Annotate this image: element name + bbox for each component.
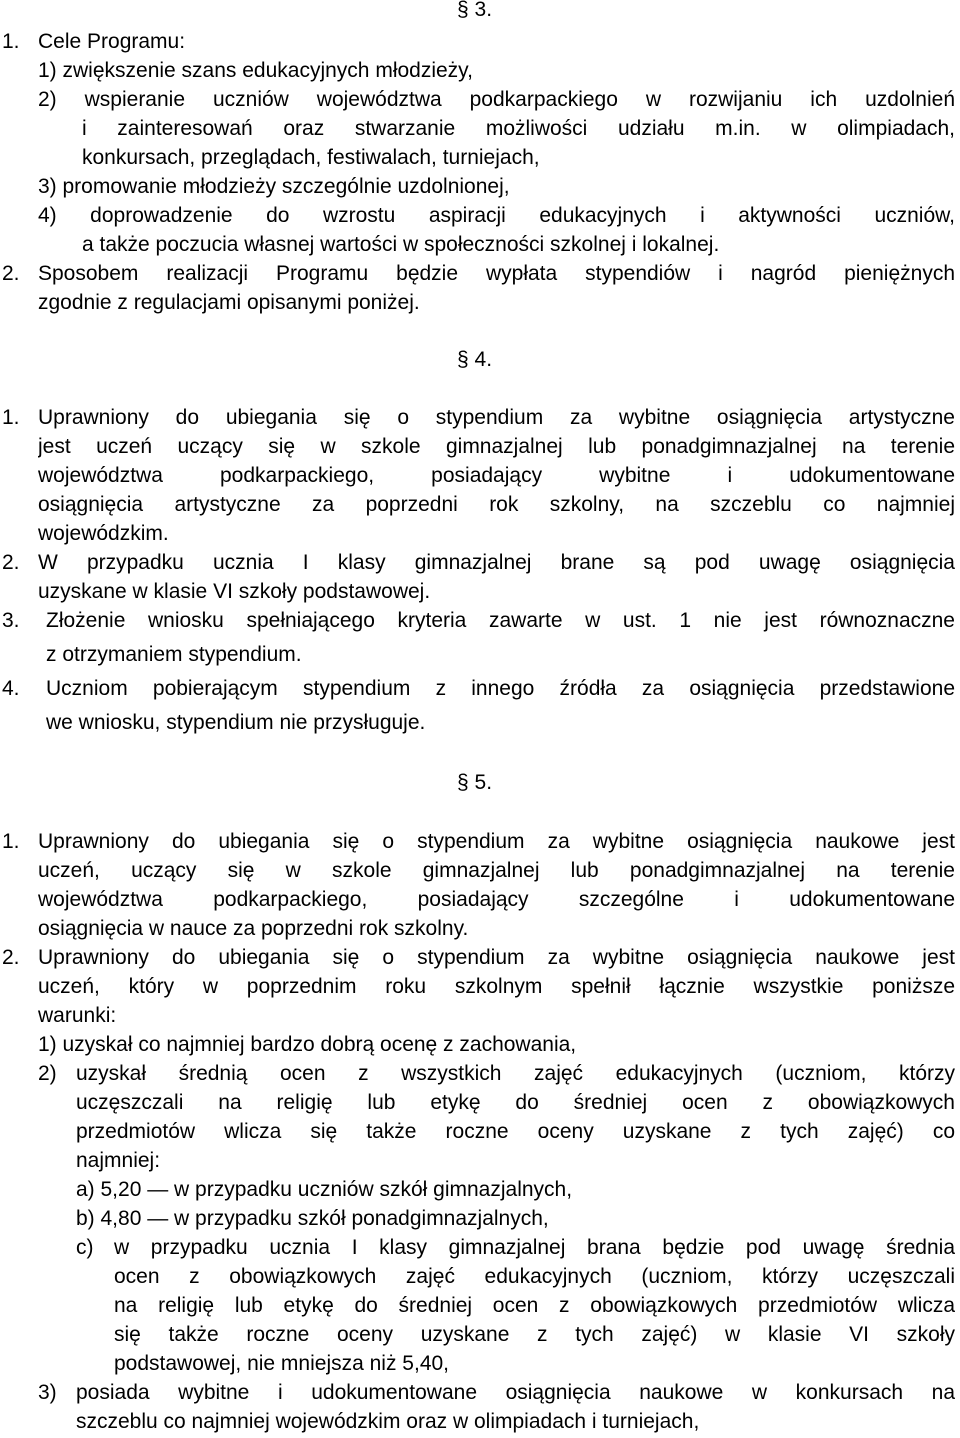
- s4-item-2-line-1: W przypadku ucznia I klasy gimnazjalnej brane są pod uwagę osiągnięcia: [38, 551, 955, 574]
- s4-item-4-line-1: Uczniom pobierającym stypendium z innego źródła za osiągnięcia przedstawione: [46, 677, 955, 700]
- s5-sub-c-line-2: ocen z obowiązkowych zajęć edukacyjnych (uczniom, którzy uczęszczali: [114, 1265, 955, 1288]
- s5-condition-2-line-3: przedmiotów wlicza się także roczne oceny uzyskane z tych zajęć) co: [76, 1120, 955, 1143]
- s5-item-2-line-2: uczeń, który w poprzednim roku szkolnym spełnił łącznie wszystkie poniższe: [38, 975, 955, 998]
- s3-goal-4-line-2: a także poczucia własnej wartości w społeczności szkolnej i lokalnej.: [82, 233, 720, 256]
- s5-item-1-line-1: Uprawniony do ubiegania się o stypendium za wybitne osiągnięcia naukowe jest: [38, 830, 955, 853]
- s3-item-2-line-2: zgodnie z regulacjami opisanymi poniżej.: [38, 291, 420, 314]
- s5-condition-3-line-2: szczeblu co najmniej wojewódzkim oraz w olimpiadach i turniejach,: [76, 1410, 700, 1433]
- s3-goal-3: 3) promowanie młodzieży szczególnie uzdolnionej,: [38, 175, 510, 198]
- s5-sub-c-line-4: się także roczne oceny uzyskane z tych zajęć) w klasie VI szkoły: [114, 1323, 955, 1346]
- section-heading-4: § 4.: [457, 348, 493, 371]
- s3-goal-4-line-1: 4) doprowadzenie do wzrostu aspiracji edukacyjnych i aktywności uczniów,: [38, 204, 955, 227]
- s5-sub-a: a) 5,20 — w przypadku uczniów szkół gimnazjalnych,: [76, 1178, 573, 1201]
- s5-item-2-line-3: warunki:: [38, 1004, 117, 1027]
- s5-item-1-line-4: osiągnięcia w nauce za poprzedni rok szkolny.: [38, 917, 469, 940]
- s4-item-2-number: 2.: [2, 551, 20, 574]
- s3-item-2-number: 2.: [2, 262, 20, 285]
- s4-item-2-line-2: uzyskane w klasie VI szkoły podstawowej.: [38, 580, 431, 603]
- s3-goal-1: 1) zwiększenie szans edukacyjnych młodzieży,: [38, 59, 473, 82]
- s5-sub-c-line-5: podstawowej, nie mniejsza niż 5,40,: [114, 1352, 450, 1375]
- s3-item-2-line-1: Sposobem realizacji Programu będzie wypłata stypendiów i nagród pieniężnych: [38, 262, 955, 285]
- s4-item-1-line-3: województwa podkarpackiego, posiadający wybitne i udokumentowane: [38, 464, 955, 487]
- s5-condition-2-line-4: najmniej:: [76, 1149, 161, 1172]
- s4-item-1-number: 1.: [2, 406, 20, 429]
- s3-goal-2-line-1: 2) wspieranie uczniów województwa podkarpackiego w rozwijaniu ich uzdolnień: [38, 88, 955, 111]
- s3-item-1-text: Cele Programu:: [38, 30, 186, 53]
- s5-item-2-line-1: Uprawniony do ubiegania się o stypendium za wybitne osiągnięcia naukowe jest: [38, 946, 955, 969]
- s5-item-1-number: 1.: [2, 830, 20, 853]
- s4-item-4-line-2: we wniosku, stypendium nie przysługuje.: [46, 711, 426, 734]
- s5-condition-1: 1) uzyskał co najmniej bardzo dobrą ocenę z zachowania,: [38, 1033, 577, 1056]
- s4-item-1-line-4: osiągnięcia artystyczne za poprzedni rok szkolny, na szczeblu co najmniej: [38, 493, 955, 516]
- s5-item-2-number: 2.: [2, 946, 20, 969]
- s4-item-3-line-1: Złożenie wniosku spełniającego kryteria zawarte w ust. 1 nie jest równoznaczne: [46, 609, 955, 632]
- s4-item-3-number: 3.: [2, 609, 20, 632]
- s4-item-4-number: 4.: [2, 677, 20, 700]
- s5-sub-c-number: c): [76, 1236, 94, 1259]
- s5-condition-2-number: 2): [38, 1062, 57, 1085]
- s5-condition-2-line-1: uzyskał średnią ocen z wszystkich zajęć edukacyjnych (uczniom, którzy: [76, 1062, 955, 1085]
- s3-item-1-number: 1.: [2, 30, 20, 53]
- s4-item-3-line-2: z otrzymaniem stypendium.: [46, 643, 302, 666]
- s5-sub-c-line-1: w przypadku ucznia I klasy gimnazjalnej brana będzie pod uwagę średnia: [114, 1236, 955, 1259]
- s3-goal-2-line-2: i zainteresowań oraz stwarzanie możliwości udziału m.in. w olimpiadach,: [82, 117, 955, 140]
- s5-sub-b: b) 4,80 — w przypadku szkół ponadgimnazjalnych,: [76, 1207, 549, 1230]
- s3-goal-2-line-3: konkursach, przeglądach, festiwalach, turniejach,: [82, 146, 540, 169]
- section-heading-5: § 5.: [457, 771, 493, 794]
- s4-item-1-line-5: wojewódzkim.: [38, 522, 169, 545]
- s5-condition-3-number: 3): [38, 1381, 57, 1404]
- s5-condition-2-line-2: uczęszczali na religię lub etykę do średniej ocen z obowiązkowych: [76, 1091, 955, 1114]
- s5-sub-c-line-3: na religię lub etykę do średniej ocen z obowiązkowych przedmiotów wlicza: [114, 1294, 955, 1317]
- s5-item-1-line-2: uczeń, uczący się w szkole gimnazjalnej lub ponadgimnazjalnej na terenie: [38, 859, 955, 882]
- s4-item-1-line-1: Uprawniony do ubiegania się o stypendium za wybitne osiągnięcia artystyczne: [38, 406, 955, 429]
- s4-item-1-line-2: jest uczeń uczący się w szkole gimnazjalnej lub ponadgimnazjalnej na terenie: [38, 435, 955, 458]
- s5-item-1-line-3: województwa podkarpackiego, posiadający szczególne i udokumentowane: [38, 888, 955, 911]
- s5-condition-3-line-1: posiada wybitne i udokumentowane osiągnięcia naukowe w konkursach na: [76, 1381, 955, 1404]
- section-heading-3: § 3.: [457, 0, 493, 21]
